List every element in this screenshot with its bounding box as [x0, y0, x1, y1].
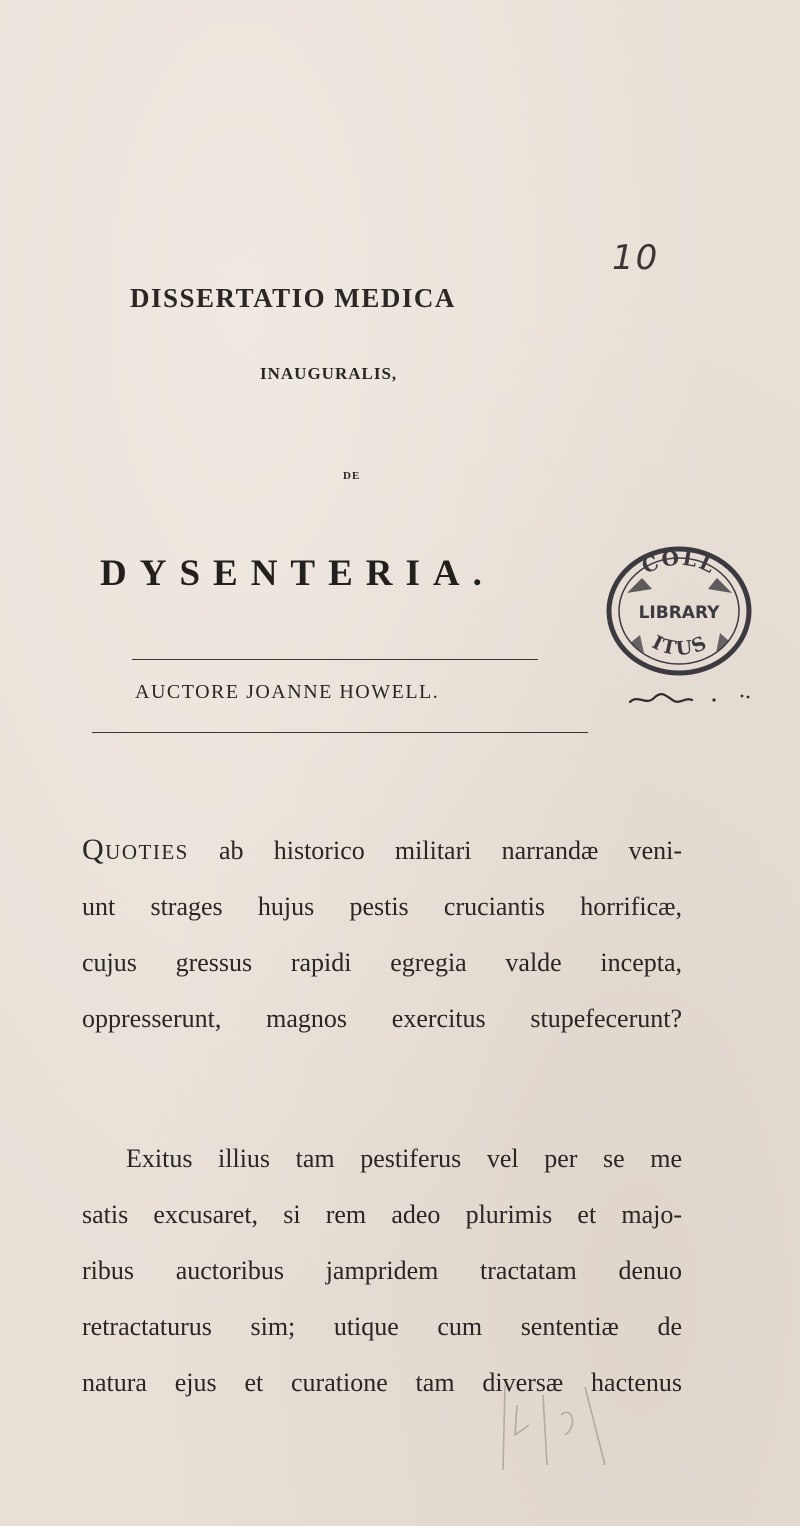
paragraph-1-line-1: [82, 822, 682, 879]
paragraph-2-line-3: ribus auctoribus jampridem tractatam denuo: [82, 1256, 682, 1285]
paragraph-1-line-3: cujus gressus rapidi egregia valde incepta,: [82, 948, 682, 977]
paragraph-1: [82, 822, 682, 1047]
stamp-top-text: COLL: [638, 545, 721, 579]
paragraph-2-line-5: natura ejus et curatione tam diversæ hactenus: [82, 1368, 682, 1397]
dissertation-title: DISSERTATIO MEDICA: [130, 283, 456, 313]
paragraph-1-first-word: Quoties: [82, 833, 189, 866]
paragraph-1-line-4: oppresserunt, magnos exercitus stupefecerunt?: [82, 1004, 682, 1033]
faint-pencil-mark-icon: [495, 1375, 615, 1485]
paragraph-2-line-2: satis excusaret, si rem adeo plurimis et majo-: [82, 1200, 682, 1229]
paragraph-2-line-4: retractaturus sim; utique cum sententiæ de: [82, 1312, 682, 1341]
paragraph-2-line-1: Exitus illius tam pestiferus vel per se me: [126, 1144, 682, 1173]
title-divider: [132, 659, 538, 660]
dissertation-topic: DYSENTERIA.: [100, 553, 495, 594]
handwritten-page-number: 10: [612, 238, 660, 278]
svg-text:ITUS: [649, 631, 712, 660]
ink-scribble-icon: [622, 688, 782, 710]
paragraph-1-line-2: unt strages hujus pestis cruciantis horrificæ,: [82, 892, 682, 921]
author-line: AUCTORE JOANNE HOWELL.: [135, 681, 440, 703]
dissertation-subtitle: INAUGURALIS,: [260, 364, 398, 383]
paragraph-2: [82, 1131, 682, 1411]
author-divider: [92, 732, 588, 733]
library-stamp-icon: [582, 523, 772, 683]
paragraph-1-line-1-text: ab historico militari narrandæ veni-: [188, 836, 682, 865]
title-preposition: DE: [343, 470, 361, 482]
stamp-bottom-text: ITUS: [648, 631, 712, 661]
svg-text:COLL: [638, 545, 720, 578]
stamp-center-text: LIBRARY: [638, 603, 720, 623]
